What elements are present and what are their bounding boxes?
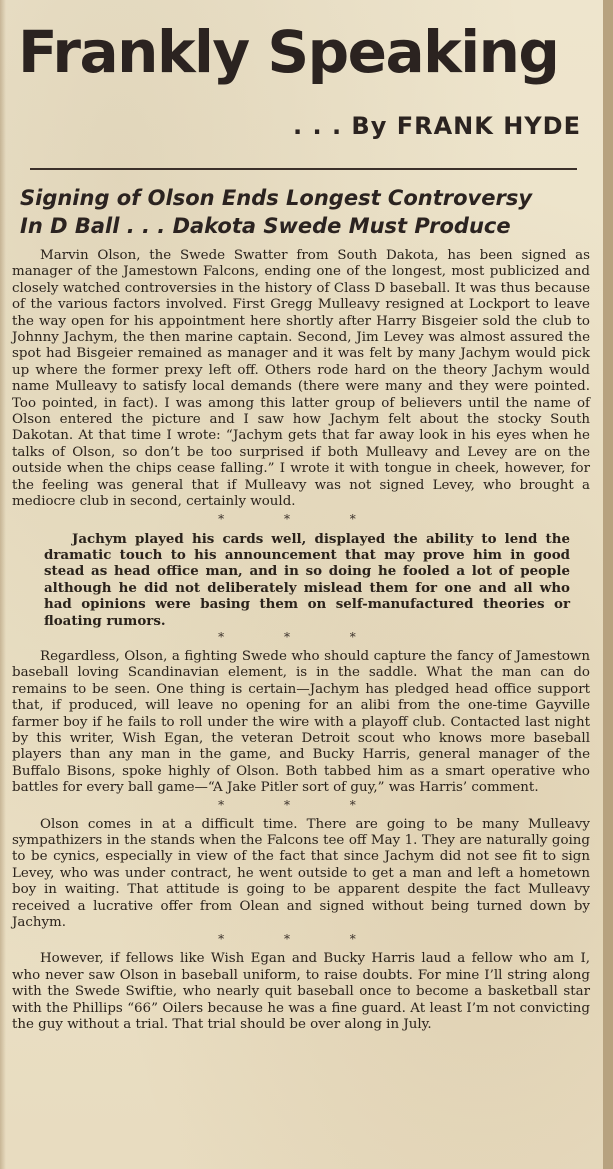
paragraph-1: Marvin Olson, the Swede Swatter from South Dakota, has been signed as manager of the Jamestown Falcons, ending one of the longest, most publicized and closely watched controversies in the history of Class D baseball. It was thus because of the various factors involved. First Gregg Mulleavy resigned at Lockport to leave the way open for his appointment here shortly after Harry Bisgeier sold the club to Johnny Jachym, the then marine captain. Second, Jim Levey was almost assured the spot had Bisgeier remained as manager and it was felt by many Jachym would pick up where the former prexy left off. Others rode hard on the theory Jachym would name Mulleavy to satisfy local demands (there were many and they were pointed. Too pointed, in fact). I was among this latter group of believers until the name of Olson entered the picture and I saw how Jachym felt about the stocky South Dakotan. At that time I wrote: “Jachym gets that far away look in his eyes when he talks of Olson, so don’t be too surprised if both Mulleavy and Levey are on the outside when the chips cease falling.” I wrote it with tongue in cheek, however, for the feeling was general that if Mulleavy was not signed Levey, who brought a mediocre club in second, certainly would. [12, 248, 590, 510]
article-headline [20, 184, 585, 240]
section-separator: * * * [218, 629, 384, 644]
byline: . . . By FRANK HYDE [293, 112, 581, 140]
paper-edge-shadow [0, 0, 6, 1169]
paragraph-3: Regardless, Olson, a fighting Swede who should capture the fancy of Jamestown baseball loving Scandinavian element, is in the saddle. What the man can do remains to be seen. One thing is certain—Jachym has pledged head office support that, if produced, will leave no opening for an alibi from the one-time Gayville farmer boy if he fails to roll under the wire with a playoff club. Contacted last night by this writer, Wish Egan, the veteran Detroit scout who knows more baseball players than any man in the game, and Bucky Harris, general manager of the Buffalo Bisons, spoke highly of Olson. Both tabbed him as a smart operative who battles for every ball game—“A Jake Pitler sort of guy,” was Harris’ comment. [12, 648, 590, 796]
paragraph-2: Jachym played his cards well, displayed the ability to lend the dramatic touch to his announcement that may prove him in good stead as head office man, and in so doing he fooled a lot of people although he did not deliberately mislead them for one and all who had opinions were basing them on self-manufactured theories or floating rumors. [44, 530, 570, 629]
paragraph-4: Olson comes in at a difficult time. There are going to be many Mulleavy sympathizers in the stands when the Falcons tee off May 1. They are naturally going to be cynics, especially in view of the fact that since Jachym did not see fit to sign Levey, who was under contract, he went outside to get a man and left a hometown boy in waiting. That attitude is going to be apparent despite the fact Mulleavy received a lucrative offer from Olean and signed without being turned down by Jachym. [12, 816, 590, 931]
article-body [12, 248, 590, 1033]
paragraph-5: However, if fellows like Wish Egan and Bucky Harris laud a fellow who am I, who never saw Olson in baseball uniform, to raise doubts. For mine I’ll string along with the Swede Swiftie, who nearly quit baseball once to become a basketball star with the Phillips “66” Oilers because he was a fine guard. At least I’m not convicting the guy without a trial. That trial should be over along in July. [12, 951, 590, 1033]
section-separator: * * * [218, 511, 384, 526]
column-title: Frankly Speaking [18, 18, 559, 86]
headline-line-1: Signing of Olson Ends Longest Controversy [20, 186, 533, 210]
section-separator: * * * [218, 932, 384, 947]
section-separator: * * * [218, 797, 384, 812]
headline-line-2: In D Ball . . . Dakota Swede Must Produce [20, 214, 511, 238]
header-rule [30, 168, 577, 170]
